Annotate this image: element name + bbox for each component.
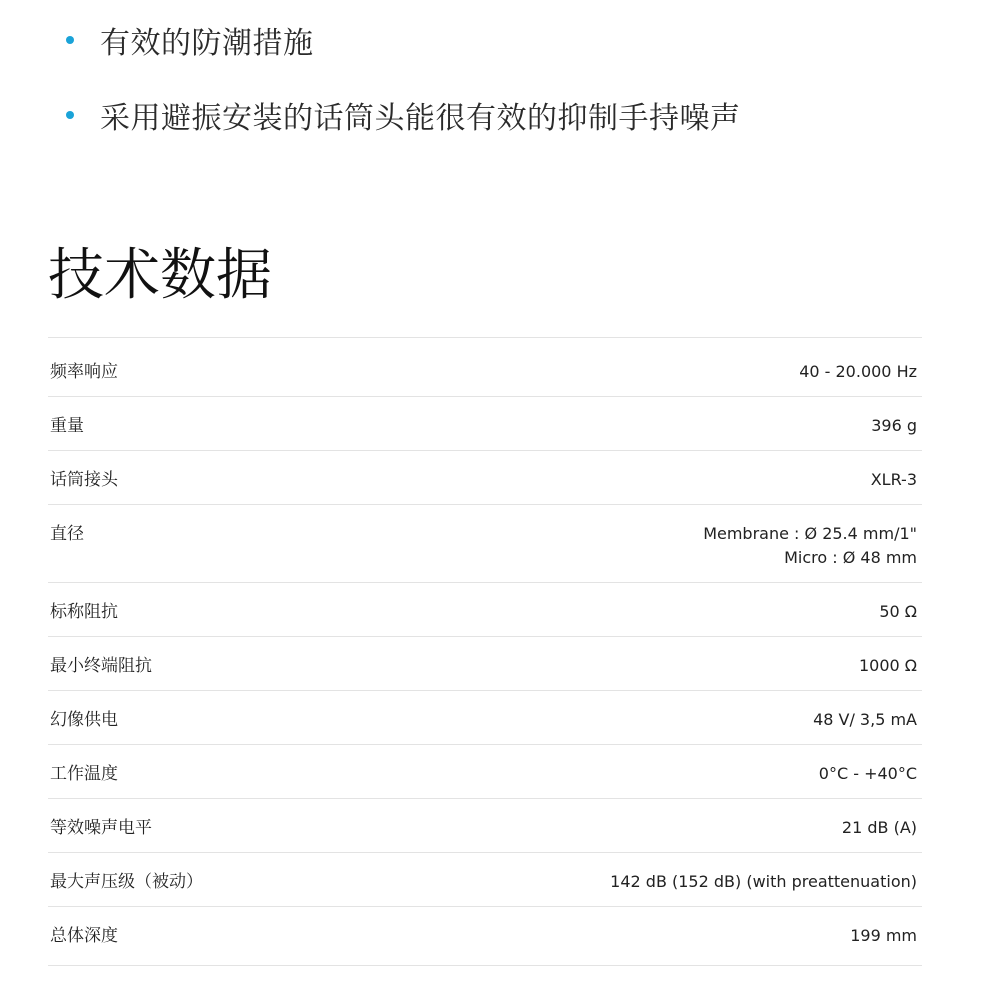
spec-value-line: Micro : Ø 48 mm <box>784 548 917 567</box>
spec-label: 直径 <box>50 524 84 544</box>
spec-value-line: 50 Ω <box>879 602 917 621</box>
spec-value <box>879 600 917 624</box>
spec-row <box>48 338 922 397</box>
spec-row <box>48 691 922 745</box>
spec-row <box>48 745 922 799</box>
spec-value-line: 48 V/ 3,5 mA <box>813 710 917 729</box>
spec-value-line: 1000 Ω <box>858 656 917 675</box>
spec-value <box>871 468 917 492</box>
spec-label: 最大声压级（被动） <box>50 872 203 892</box>
spec-label: 最小终端阻抗 <box>50 656 152 676</box>
feature-text: 有效的防潮措施 <box>100 26 314 61</box>
spec-label: 幻像供电 <box>50 710 118 730</box>
spec-value <box>610 870 917 894</box>
spec-value <box>819 762 917 786</box>
feature-item <box>66 95 741 135</box>
spec-value-line: 0°C - +40°C <box>818 764 917 783</box>
spec-value <box>813 708 917 732</box>
spec-row <box>48 583 922 637</box>
spec-value <box>799 360 917 384</box>
spec-label: 标称阻抗 <box>50 602 118 622</box>
spec-value-line: XLR-3 <box>870 470 917 489</box>
spec-row <box>48 799 922 853</box>
spec-row <box>48 907 922 966</box>
bullet-icon <box>66 111 74 119</box>
spec-label: 等效噪声电平 <box>50 818 152 838</box>
spec-value-line: 396 g <box>871 416 917 435</box>
feature-text: 采用避振安装的话筒头能很有效的抑制手持噪声 <box>100 101 741 136</box>
spec-row <box>48 397 922 451</box>
spec-label: 总体深度 <box>50 926 118 946</box>
spec-value-line: 40 - 20.000 Hz <box>799 362 917 381</box>
spec-label: 话筒接头 <box>50 470 118 490</box>
spec-label: 重量 <box>50 416 84 436</box>
spec-value <box>871 414 917 438</box>
spec-label: 频率响应 <box>50 362 118 382</box>
spec-row <box>48 451 922 505</box>
spec-row <box>48 637 922 691</box>
spec-value <box>859 654 917 678</box>
spec-value-line: 199 mm <box>850 926 917 945</box>
section-title: 技术数据 <box>48 243 272 308</box>
spec-value-line: Membrane : Ø 25.4 mm/1" <box>703 524 917 543</box>
spec-table <box>48 337 922 966</box>
spec-row <box>48 505 922 583</box>
bullet-icon <box>66 36 74 44</box>
spec-value-line: 21 dB (A) <box>841 818 917 837</box>
spec-value-line: 142 dB (152 dB) (with preattenuation) <box>610 872 917 891</box>
spec-label: 工作温度 <box>50 764 118 784</box>
spec-value <box>703 522 917 570</box>
spec-value <box>842 816 917 840</box>
spec-value <box>850 924 917 948</box>
feature-item <box>66 20 314 60</box>
spec-row <box>48 853 922 907</box>
